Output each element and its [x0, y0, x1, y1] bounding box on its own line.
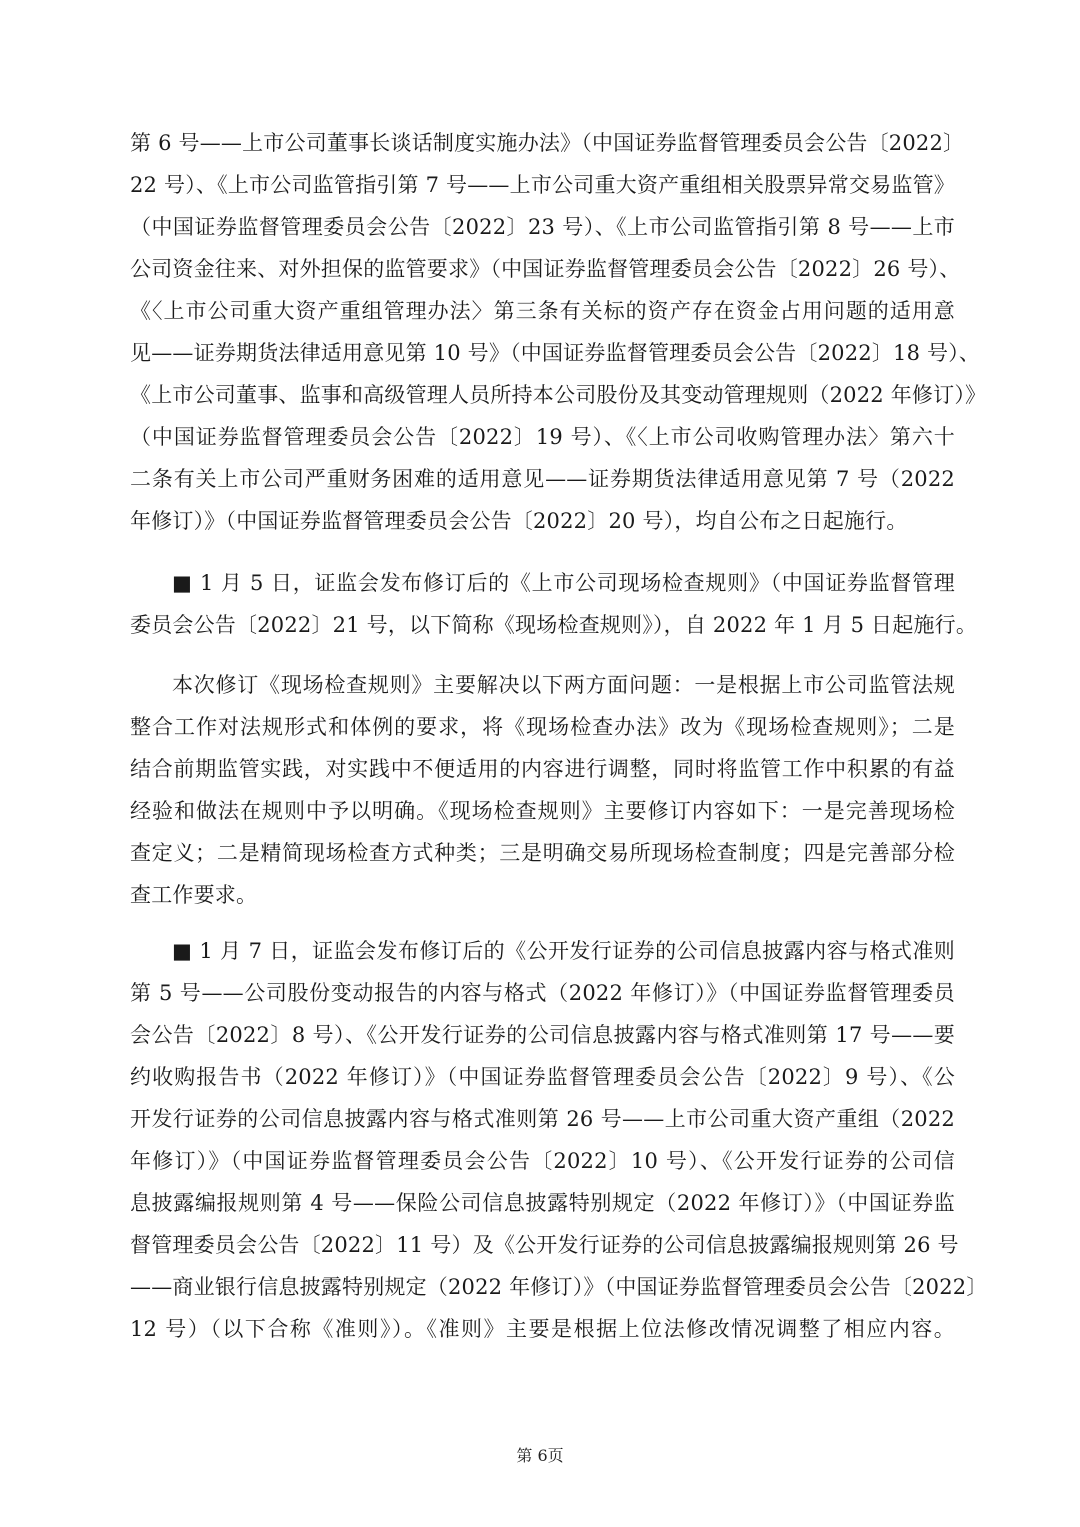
- text-line: 22 号）、《上市公司监管指引第 7 号——上市公司重大资产重组相关股票异常交易监管》: [130, 173, 955, 197]
- text-line: 第 6 号——上市公司董事长谈话制度实施办法》（中国证券监督管理委员会公告〔2022〕: [130, 131, 965, 155]
- text-line: 二条有关上市公司严重财务困难的适用意见——证券期货法律适用意见第 7 号（2022: [130, 467, 955, 491]
- text-line: ■ 1 月 7 日，证监会发布修订后的《公开发行证券的公司信息披露内容与格式准则: [172, 939, 955, 963]
- text-line: 年修订）》（中国证券监督管理委员会公告〔2022〕10 号）、《公开发行证券的公司信: [130, 1149, 955, 1173]
- text-line: 会公告〔2022〕8 号）、《公开发行证券的公司信息披露内容与格式准则第 17 号——要: [130, 1023, 955, 1047]
- text-line: 结合前期监管实践，对实践中不便适用的内容进行调整，同时将监管工作中积累的有益: [130, 757, 955, 781]
- text-line: 本次修订《现场检查规则》主要解决以下两方面问题：一是根据上市公司监管法规: [172, 673, 955, 697]
- text-line: 《〈上市公司重大资产重组管理办法〉第三条有关标的资产存在资金占用问题的适用意: [130, 299, 955, 323]
- text-line: 见——证券期货法律适用意见第 10 号》（中国证券监督管理委员会公告〔2022〕18 号）、: [130, 341, 981, 365]
- text-line: 经验和做法在规则中予以明确。《现场检查规则》主要修订内容如下：一是完善现场检: [130, 799, 955, 823]
- text-line: 查工作要求。: [130, 883, 258, 907]
- page-number: 第 6页: [516, 1446, 564, 1465]
- paragraph-jan7-announcement: [130, 930, 988, 1350]
- text-line: 年修订）》（中国证券监督管理委员会公告〔2022〕20 号），均自公布之日起施行。: [130, 509, 908, 533]
- text-line: ——商业银行信息披露特别规定（2022 年修订）》（中国证券监督管理委员会公告〔2022〕: [130, 1275, 988, 1299]
- text-line: 12 号）（以下合称《准则》）。《准则》主要是根据上位法修改情况调整了相应内容。: [130, 1317, 955, 1341]
- text-line: 查定义；二是精简现场检查方式种类；三是明确交易所现场检查制度；四是完善部分检: [130, 841, 955, 865]
- text-line: 《上市公司董事、监事和高级管理人员所持本公司股份及其变动管理规则（2022 年修订）》: [130, 383, 987, 407]
- text-line: （中国证券监督管理委员会公告〔2022〕19 号）、《〈上市公司收购管理办法〉第六十: [130, 425, 955, 449]
- text-line: 督管理委员会公告〔2022〕11 号）及《公开发行证券的公司信息披露编报规则第 26 号: [130, 1233, 959, 1257]
- paragraph-jan5-announcement: [130, 562, 978, 646]
- text-line: 息披露编报规则第 4 号——保险公司信息披露特别规定（2022 年修订）》（中国证券监: [130, 1191, 955, 1215]
- paragraph-inspection-rules-revision: [130, 664, 955, 916]
- text-line: 公司资金往来、对外担保的监管要求》（中国证券监督管理委员会公告〔2022〕26 号）、: [130, 257, 961, 281]
- text-line: 第 5 号——公司股份变动报告的内容与格式（2022 年修订）》（中国证券监督管理委员: [130, 981, 955, 1005]
- text-line: ■ 1 月 5 日，证监会发布修订后的《上市公司现场检查规则》（中国证券监督管理: [172, 571, 955, 595]
- text-line: 整合工作对法规形式和体例的要求，将《现场检查办法》改为《现场检查规则》；二是: [130, 715, 955, 739]
- text-line: 约收购报告书（2022 年修订）》（中国证券监督管理委员会公告〔2022〕9 号）、《公: [130, 1065, 955, 1089]
- text-line: 委员会公告〔2022〕21 号，以下简称《现场检查规则》），自 2022 年 1 月 5 日起施行。: [130, 613, 978, 637]
- text-line: 开发行证券的公司信息披露内容与格式准则第 26 号——上市公司重大资产重组（2022: [130, 1107, 955, 1131]
- paragraph-regulations-list: [130, 122, 987, 542]
- text-line: （中国证券监督管理委员会公告〔2022〕23 号）、《上市公司监管指引第 8 号——上市: [130, 215, 955, 239]
